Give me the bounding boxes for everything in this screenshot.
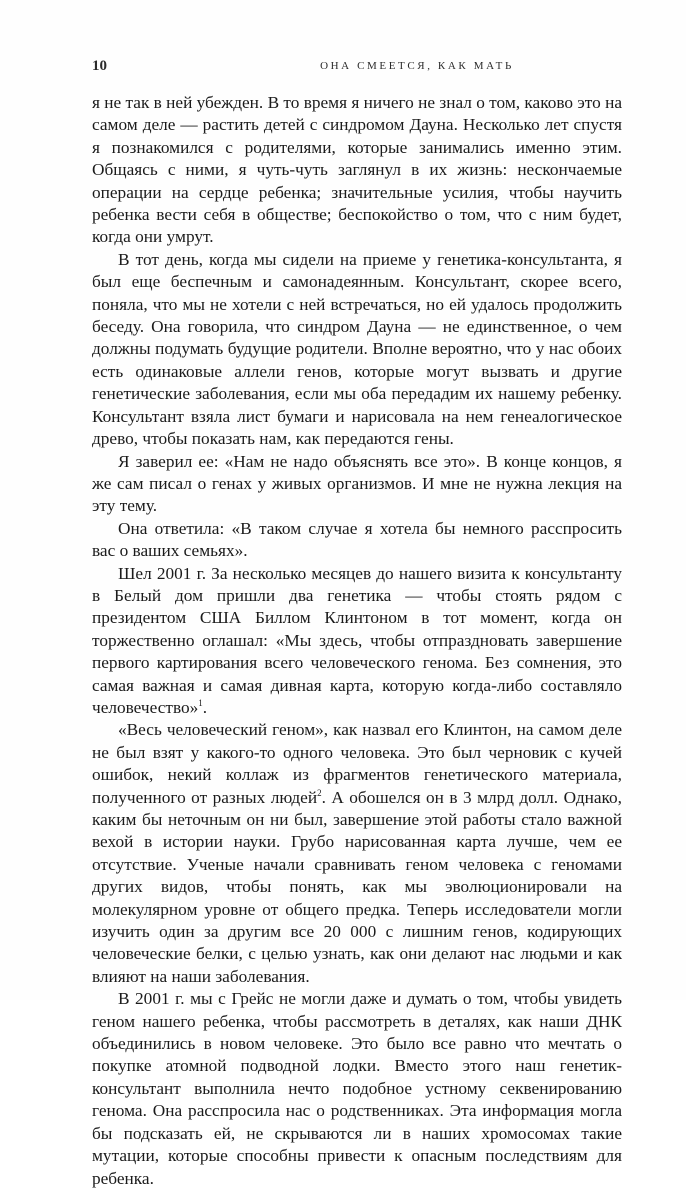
paragraph: Я заверил ее: «Нам не надо объяснять все это». В конце концов, я же сам писал о генах у живых организмов. И мне не нужна лекция на эту тему. <box>92 451 622 516</box>
paragraph: Шел 2001 г. За несколько месяцев до нашего визита к консультанту в Белый дом пришли два генетика — чтобы стоять рядом с президентом США Биллом Клинтоном в тот момент, когда он торжественно оглашал: «Мы здесь, чтобы отпраздновать завершение первого картирования всего человеческого генома. Без сомнения, это самая важная и самая дивная карта, которую когда-либо составляло человечество»$^1$. <box>92 563 622 717</box>
footnote-marker: 1 <box>198 698 203 709</box>
paragraph: В тот день, когда мы сидели на приеме у генетика-консультанта, я был еще беспечным и самонадеянным. Консультант, скорее всего, поняла, что мы не хотели с ней встречаться, но ей удалось продолжить беседу. Она говорила, что синдром Дауна — не единственное, о чем должны подумать будущие родители. Вполне вероятно, что у нас обоих есть одинаковые аллели генов, которые могут вызвать и другие генетические заболевания, если мы оба передадим их нашему ребенку. Консультант взяла лист бумаги и нарисовала на нем генеалогическое древо, чтобы показать нам, как передаются гены. <box>92 249 622 449</box>
body-text <box>92 92 622 1190</box>
paragraph: В 2001 г. мы с Грейс не могли даже и думать о том, чтобы увидеть геном нашего ребенка, чтобы рассмотреть в деталях, как наши ДНК объединились в новом человеке. Это было все равно что мечтать о покупке атомной подводной лодки. Вместо этого наш генетик-консультант выполнила нечто подобное устному секвенированию генома. Она расспросила нас о родственниках. Эта информация могла бы подсказать ей, не скрываются ли в наших хромосомах такие мутации, которые способны привести к опасным последствиям для ребенка. <box>92 989 622 1188</box>
running-title: ОНА СМЕЕТСЯ, КАК МАТЬ <box>320 60 514 72</box>
paragraph: Она ответила: «В таком случае я хотела бы немного расспросить вас о ваших семьях». <box>92 518 622 561</box>
running-head <box>92 58 622 78</box>
paragraph: я не так в ней убежден. В то время я ничего не знал о том, каково это на самом деле — растить детей с синдромом Дауна. Несколько лет спустя я познакомился с родителями, которые занимались именно этим. Общаясь с ними, я чуть-чуть заглянул в их жизнь: нескончаемые операции на сердце ребенка; значительные усилия, чтобы научить ребенка вести себя в обществе; беспокойство о том, что с ним будет, когда они умрут. <box>92 93 622 247</box>
footnote-marker: 2 <box>317 787 322 798</box>
paragraph: «Весь человеческий геном», как назвал его Клинтон, на самом деле не был взят у какого-то одного человека. Это был черновик с кучей ошибок, некий коллаж из фрагментов генетического материала, полученного от разных людей$^2$. А обошелся он в 3 млрд долл. Однако, каким бы неточным он ни был, завершение этой работы стало важной вехой в истории науки. Грубо нарисованная карта лучше, чем ее отсутствие. Ученые начали сравнивать геном человека с геномами других видов, чтобы понять, как мы эволюционировали на молекулярном уровне от общего предка. Теперь исследователи могли изучить один за другим все 20 000 с лишним генов, кодирующих человеческие белки, с целью узнать, как они делают нас людьми и как влияют на наши заболевания. <box>92 720 623 986</box>
page-number: 10 <box>92 58 107 74</box>
